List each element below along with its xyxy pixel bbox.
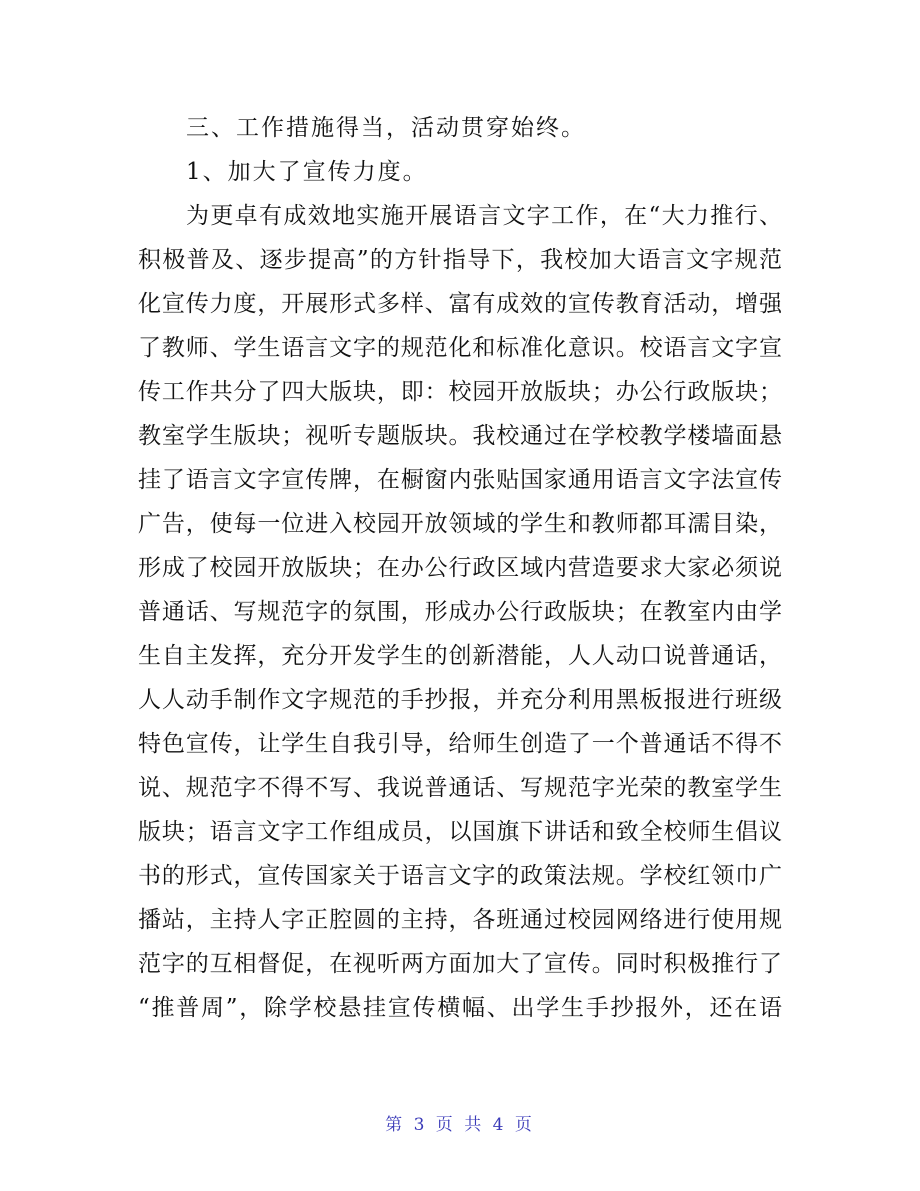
paragraph-line: 说、规范字不得不写、我说普通话、写规范字光荣的教室学生	[138, 775, 782, 801]
page-number-footer: 第 3 页 共 4 页	[385, 1115, 535, 1135]
paragraph-line: 教室学生版块；视听专题版块。我校通过在学校教学楼墙面悬	[138, 423, 782, 449]
paragraph-line: 广告，使每一位进入校园开放领域的学生和教师都耳濡目染，	[138, 511, 782, 537]
subheading: 1、加大了宣传力度。	[186, 159, 428, 185]
section-heading: 三、工作措施得当，活动贯穿始终。	[186, 115, 586, 141]
paragraph-line: 化宣传力度，开展形式多样、富有成效的宣传教育活动，增强	[138, 291, 782, 317]
paragraph-line: 挂了语言文字宣传牌，在橱窗内张贴国家通用语言文字法宣传	[138, 467, 782, 493]
paragraph-line: 特色宣传，让学生自我引导，给师生创造了一个普通话不得不	[138, 731, 782, 757]
paragraph-line: 版块；语言文字工作组成员，以国旗下讲话和致全校师生倡议	[138, 819, 782, 845]
paragraph-line: 播站，主持人字正腔圆的主持，各班通过校园网络进行使用规	[138, 907, 782, 933]
paragraph-line: 形成了校园开放版块；在办公行政区域内营造要求大家必须说	[138, 555, 782, 581]
paragraph-line: 人人动手制作文字规范的手抄报，并充分利用黑板报进行班级	[138, 687, 782, 713]
paragraph-line: 了教师、学生语言文字的规范化和标准化意识。校语言文字宣	[138, 335, 782, 361]
paragraph-line: 传工作共分了四大版块，即：校园开放版块；办公行政版块；	[138, 379, 782, 405]
paragraph-line: 积极普及、逐步提高”的方针指导下，我校加大语言文字规范	[138, 247, 782, 273]
paragraph-line: 书的形式，宣传国家关于语言文字的政策法规。学校红领巾广	[138, 863, 782, 889]
paragraph-line: 普通话、写规范字的氛围，形成办公行政版块；在教室内由学	[138, 599, 782, 625]
paragraph-line: 生自主发挥，充分开发学生的创新潜能，人人动口说普通话，	[138, 643, 782, 669]
paragraph-line: “推普周”，除学校悬挂宣传横幅、出学生手抄报外，还在语	[138, 995, 782, 1021]
paragraph-line: 范字的互相督促，在视听两方面加大了宣传。同时积极推行了	[138, 951, 782, 977]
paragraph-line: 为更卓有成效地实施开展语言文字工作，在“大力推行、	[186, 203, 782, 229]
